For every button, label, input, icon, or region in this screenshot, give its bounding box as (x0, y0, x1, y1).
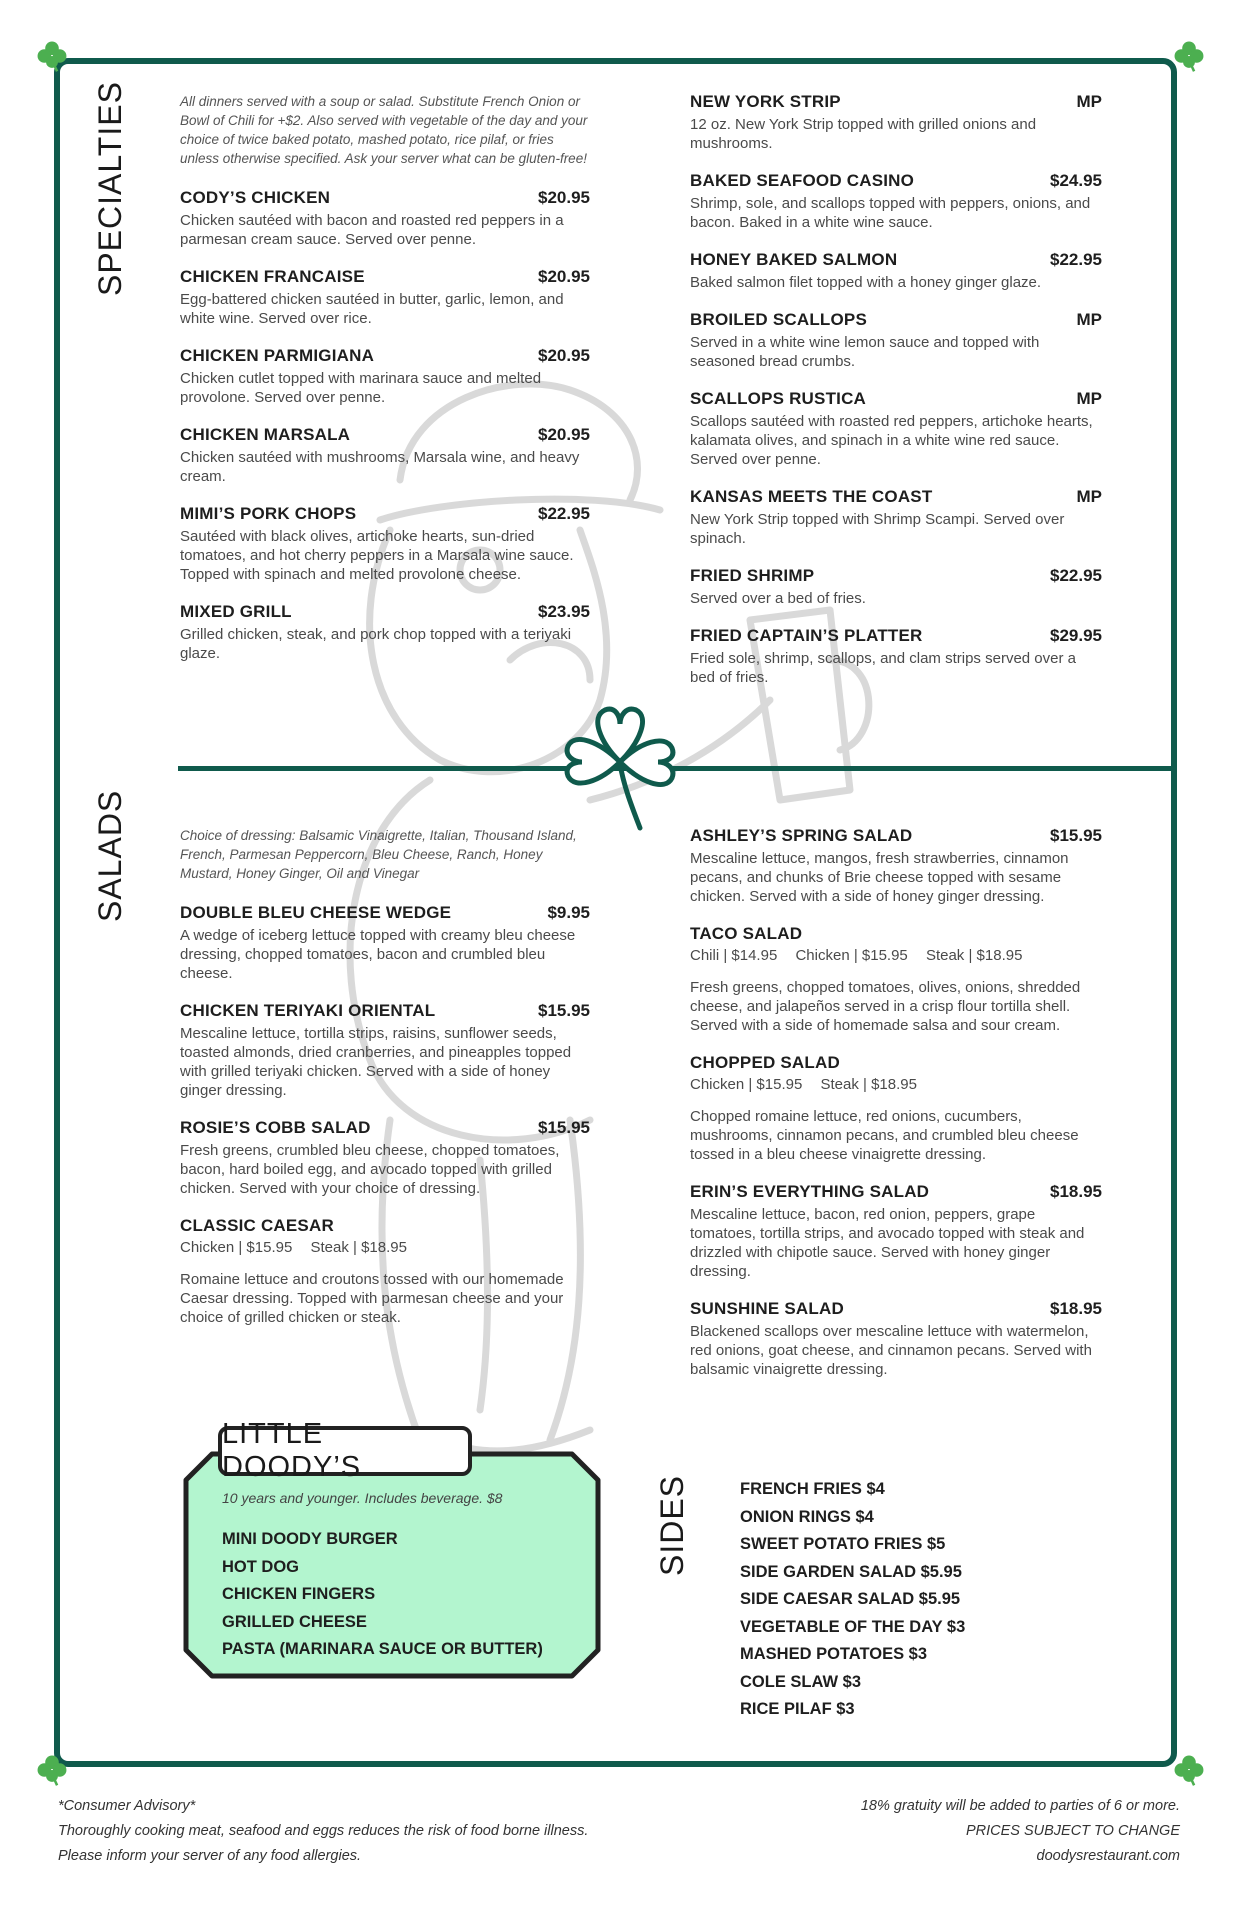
item-price: $18.95 (1050, 1299, 1102, 1318)
side-item: RICE PILAF $3 (740, 1700, 855, 1718)
footer-line: PRICES SUBJECT TO CHANGE (965, 1823, 1180, 1839)
menu-item (180, 346, 590, 407)
salads-left-column (180, 826, 590, 1345)
item-option: Chicken | $15.95 (180, 1239, 293, 1256)
item-name: CHICKEN PARMIGIANA (180, 346, 375, 365)
item-options (690, 1076, 1102, 1093)
item-description: Scallops sautéed with roasted red peppers, artichoke hearts, kalamata olives, and spinach in a white wine red sauce. Served over penne. (690, 413, 1093, 468)
item-description: Romaine lettuce and croutons tossed with our homemade Caesar dressing. Topped with parmesan cheese and your choice of grilled chicken or steak. (180, 1271, 564, 1326)
side-item: SIDE CAESAR SALAD $5.95 (740, 1590, 961, 1608)
item-option: Steak | $18.95 (925, 947, 1023, 964)
item-description: Grilled chicken, steak, and pork chop topped with a teriyaki glaze. (180, 626, 572, 662)
kids-menu-box (182, 1418, 602, 1680)
salads-section-title: SALADS (92, 789, 128, 922)
item-price: $29.95 (1050, 626, 1102, 645)
item-option: Chicken | $15.95 (690, 1076, 803, 1093)
item-name: SUNSHINE SALAD (690, 1299, 844, 1318)
item-price: MP (1076, 310, 1102, 329)
clover-icon (35, 1753, 69, 1787)
item-name: DOUBLE BLEU CHEESE WEDGE (180, 903, 452, 922)
footer-line: Thoroughly cooking meat, seafood and eggs reduces the risk of food borne illness. (58, 1823, 589, 1839)
specialties-intro-note: All dinners served with a soup or salad. Substitute French Onion or Bowl of Chili for +$2. Also served with vegetable of the day and your choice of twice baked potato, mashed potato, rice pilaf, or fries unless otherwise specified. Ask your server what can be gluten-free! (180, 94, 588, 166)
kids-menu-list (222, 1526, 582, 1664)
item-name: SCALLOPS RUSTICA (690, 389, 867, 408)
item-option: Steak | $18.95 (310, 1239, 407, 1256)
item-name: BROILED SCALLOPS (690, 310, 867, 329)
item-description: Served over a bed of fries. (690, 590, 866, 607)
clover-icon (35, 39, 69, 73)
salads-right-column (690, 826, 1102, 1397)
item-name: ROSIE’S COBB SALAD (180, 1118, 371, 1137)
item-description: Mescaline lettuce, tortilla strips, raisins, sunflower seeds, toasted almonds, dried cranberries, and pineapples topped with grilled teriyaki chicken. Served with a side of honey ginger dressing. (180, 1025, 572, 1099)
specialties-right-list (690, 92, 1102, 687)
item-description: Shrimp, sole, and scallops topped with peppers, onions, and bacon. Baked in a white wine sauce. (690, 195, 1091, 231)
footer-line: *Consumer Advisory* (58, 1798, 196, 1814)
kids-menu-item: CHICKEN FINGERS (222, 1585, 376, 1603)
menu-item (690, 389, 1102, 469)
menu-item (690, 250, 1102, 292)
item-price: $15.95 (538, 1118, 590, 1137)
item-option: Steak | $18.95 (820, 1076, 917, 1093)
item-name: CHICKEN MARSALA (180, 425, 351, 444)
footer-line: 18% gratuity will be added to parties of 6 or more. (860, 1798, 1180, 1814)
clover-icon (1172, 1753, 1206, 1787)
item-description: Mescaline lettuce, bacon, red onion, peppers, grape tomatoes, tortilla strips, and avocado topped with steak and drizzled with chipotle sauce. Served with honey ginger dressing. (690, 1206, 1085, 1280)
menu-item (180, 903, 590, 983)
specialties-left-column (180, 92, 590, 681)
item-price: $18.95 (1050, 1182, 1102, 1201)
item-price: $20.95 (538, 188, 590, 207)
kids-menu-title: LITTLE DOODY’S (218, 1426, 472, 1476)
item-options (180, 1239, 590, 1256)
clover-icon (1172, 39, 1206, 73)
menu-item (690, 566, 1102, 608)
kids-menu-item: GRILLED CHEESE (222, 1612, 367, 1631)
menu-item (690, 826, 1102, 906)
menu-item (690, 92, 1102, 153)
menu-item (180, 1001, 590, 1100)
menu-item (690, 171, 1102, 232)
item-name: HONEY BAKED SALMON (690, 250, 898, 269)
item-description: 12 oz. New York Strip topped with grilled onions and mushrooms. (690, 116, 1037, 152)
item-price: MP (1076, 487, 1102, 506)
item-price: $15.95 (1050, 826, 1102, 845)
item-description: Chopped romaine lettuce, red onions, cucumbers, mushrooms, cinnamon pecans, and crumbled bleu cheese tossed in a bleu cheese vinaigrette dressing. (690, 1108, 1079, 1163)
menu-item (180, 188, 590, 249)
specialties-left-list (180, 188, 590, 663)
item-name: ERIN’S EVERYTHING SALAD (690, 1182, 930, 1201)
item-price: $20.95 (538, 425, 590, 444)
menu-item (180, 425, 590, 486)
item-price: $9.95 (547, 903, 590, 922)
kids-menu-note: 10 years and younger. Includes beverage. $8 (222, 1490, 503, 1506)
kids-menu-item: HOT DOG (222, 1557, 299, 1576)
side-item: MASHED POTATOES $3 (740, 1645, 928, 1663)
menu-item (690, 1182, 1102, 1281)
item-options (690, 947, 1102, 964)
side-item: COLE SLAW $3 (740, 1672, 862, 1691)
item-description: Fried sole, shrimp, scallops, and clam strips served over a bed of fries. (690, 650, 1076, 686)
footer-line: Please inform your server of any food allergies. (58, 1848, 362, 1864)
menu-item (690, 626, 1102, 687)
item-price: $22.95 (538, 504, 590, 523)
item-price: MP (1076, 92, 1102, 111)
item-name: CHICKEN TERIYAKI ORIENTAL (180, 1001, 436, 1020)
side-item: ONION RINGS $4 (740, 1507, 874, 1526)
menu-item (180, 267, 590, 328)
item-price: $15.95 (538, 1001, 590, 1020)
specialties-right-column (690, 92, 1102, 705)
item-name: MIMI’S PORK CHOPS (180, 504, 357, 523)
menu-item (180, 1118, 590, 1198)
item-description: Mescaline lettuce, mangos, fresh strawberries, cinnamon pecans, and chunks of Brie cheese topped with sesame chicken. Served with a side of honey ginger dressing. (690, 850, 1069, 905)
item-price: $22.95 (1050, 250, 1102, 269)
item-price: $24.95 (1050, 171, 1102, 190)
salads-intro-note: Choice of dressing: Balsamic Vinaigrette, Italian, Thousand Island, French, Parmesan Peppercorn, Bleu Cheese, Ranch, Honey Mustard, Honey Ginger, Oil and Vinegar (180, 828, 577, 881)
item-description: Chicken sautéed with bacon and roasted red peppers in a parmesan cream sauce. Served over penne. (180, 212, 564, 248)
item-description: Fresh greens, chopped tomatoes, olives, onions, shredded cheese, and jalapeños served in a crisp flour tortilla shell. Served with a side of homemade salsa and sour cream. (690, 979, 1081, 1034)
menu-item (690, 310, 1102, 371)
item-name: MIXED GRILL (180, 602, 292, 621)
item-name: KANSAS MEETS THE COAST (690, 487, 933, 506)
item-price: $20.95 (538, 267, 590, 286)
item-name: CHOPPED SALAD (690, 1053, 840, 1072)
item-description: Chicken sautéed with mushrooms, Marsala wine, and heavy cream. (180, 449, 580, 485)
menu-item (690, 487, 1102, 548)
sides-list (740, 1476, 965, 1724)
side-item: FRENCH FRIES $4 (740, 1480, 885, 1498)
item-description: Chicken cutlet topped with marinara sauce and melted provolone. Served over penne. (180, 370, 542, 406)
website-link[interactable]: doodysrestaurant.com (1036, 1848, 1180, 1864)
side-item: SWEET POTATO FRIES $5 (740, 1535, 946, 1553)
item-option: Chili | $14.95 (690, 947, 778, 964)
item-name: NEW YORK STRIP (690, 92, 841, 111)
salads-left-list (180, 903, 590, 1198)
footer-advisory (58, 1794, 588, 1869)
menu-item (180, 504, 590, 584)
item-option: Chicken | $15.95 (795, 947, 908, 964)
specialties-section-title: SPECIALTIES (92, 81, 128, 296)
item-price: $22.95 (1050, 566, 1102, 585)
item-name: CLASSIC CAESAR (180, 1216, 334, 1235)
item-price: $23.95 (538, 602, 590, 621)
item-description: Fresh greens, crumbled bleu cheese, chopped tomatoes, bacon, hard boiled egg, and avocado topped with grilled chicken. Served with your choice of dressing. (180, 1142, 560, 1197)
item-name: FRIED CAPTAIN’S PLATTER (690, 626, 923, 645)
item-name: FRIED SHRIMP (690, 566, 815, 585)
item-price: MP (1076, 389, 1102, 408)
item-description: Blackened scallops over mescaline lettuce with watermelon, red onions, goat cheese, and cinnamon pecans. Served with balsamic vinaigrette dressing. (690, 1323, 1092, 1378)
kids-menu-item: PASTA (MARINARA SAUCE OR BUTTER) (222, 1640, 543, 1658)
sides-section-title: SIDES (654, 1474, 690, 1576)
side-item: VEGETABLE OF THE DAY $3 (740, 1617, 966, 1636)
center-clover-icon (560, 702, 680, 834)
item-name: CODY’S CHICKEN (180, 188, 331, 207)
item-description: New York Strip topped with Shrimp Scampi. Served over spinach. (690, 511, 1065, 547)
item-description: Sautéed with black olives, artichoke hearts, sun-dried tomatoes, and hot cherry peppers in a Marsala wine sauce. Topped with spinach and melted provolone cheese. (180, 528, 574, 583)
menu-item (180, 602, 590, 663)
menu-item (690, 1299, 1102, 1379)
kids-menu-item: MINI DOODY BURGER (222, 1530, 398, 1548)
item-name: CHICKEN FRANCAISE (180, 267, 365, 286)
item-price: $20.95 (538, 346, 590, 365)
footer-notices (861, 1794, 1180, 1869)
menu-item (180, 1216, 590, 1327)
item-description: Egg-battered chicken sautéed in butter, garlic, lemon, and white wine. Served over rice. (180, 291, 564, 327)
item-name: BAKED SEAFOOD CASINO (690, 171, 915, 190)
item-description: Baked salmon filet topped with a honey ginger glaze. (690, 274, 1042, 291)
item-name: TACO SALAD (690, 924, 803, 943)
item-description: A wedge of iceberg lettuce topped with creamy bleu cheese dressing, chopped tomatoes, bacon and crumbled bleu cheese. (180, 927, 576, 982)
menu-item (690, 1053, 1102, 1164)
item-name: ASHLEY’S SPRING SALAD (690, 826, 913, 845)
side-item: SIDE GARDEN SALAD $5.95 (740, 1562, 962, 1581)
item-description: Served in a white wine lemon sauce and topped with seasoned bread crumbs. (690, 334, 1040, 370)
menu-item (690, 924, 1102, 1035)
